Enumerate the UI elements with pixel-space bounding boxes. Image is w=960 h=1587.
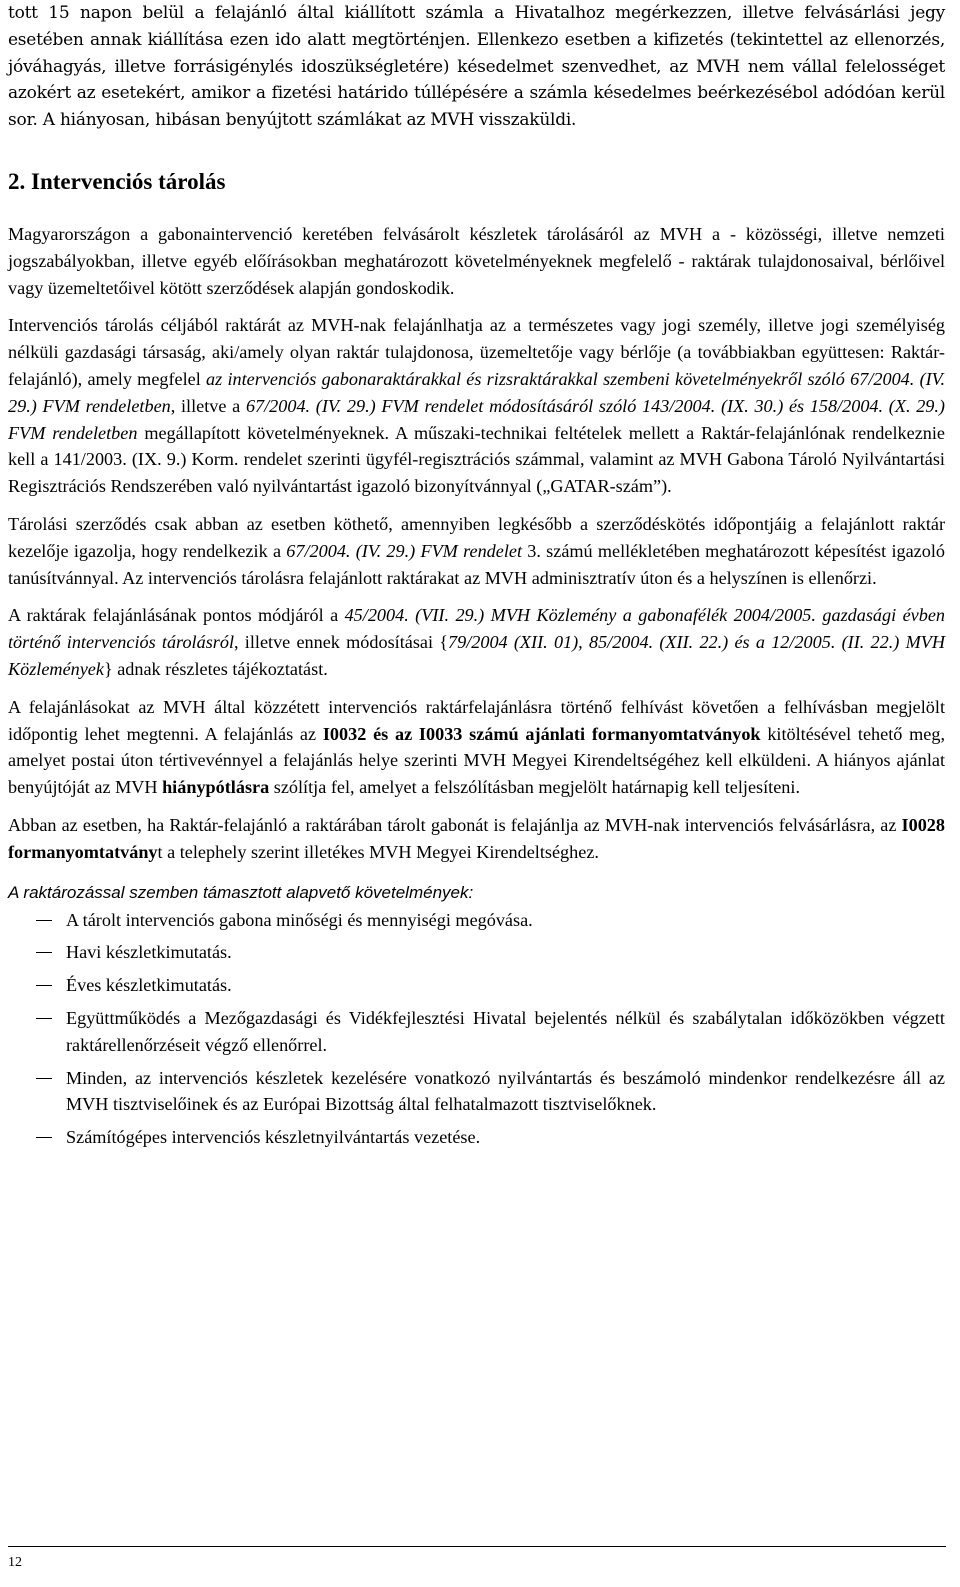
intro-paragraph: tott 15 napon belül a felajánló által kiállított számla a Hivatalhoz megérkezzen, illetve felvásárlási jegy esetében annak kiállítása ezen ido alatt megtörténjen. Ellenkezo esetben a kifizetés (tekintettel az ellenorzés, jóváhagyás, illetve forrásigénylés idoszükségletére) késedelmet szenvedhet, az MVH nem vállal felelosséget azokért az esetekért, amikor a fizetési határido túllépésére a számla késedelmes beérkezésébol adódóan kerül sor. A hiányosan, hibásan benyújtott számlákat az MVH visszaküldi. [8, 3, 945, 131]
text-span: , illetve a [170, 395, 246, 416]
text-span: kitöltésével tehető meg, amelyet postai úton tértivevénnyel a felajánlás helye szerinti MVH Megyei Kirendeltségéhez kell elküldeni. A hiányos ajánlat benyújtóját az MVH [8, 723, 945, 798]
dash-bullet-icon [36, 1018, 52, 1019]
requirements-list [8, 907, 945, 1151]
footer-divider [8, 1546, 946, 1547]
list-item-text: Számítógépes intervenciós készletnyilvántartás vezetése. [66, 1127, 481, 1148]
paragraph-offer-submission [8, 694, 945, 801]
text-span: t a telephely szerint illetékes MVH Megyei Kirendeltséghez. [157, 841, 599, 862]
paragraph-offer-method [8, 602, 945, 682]
text-span: Abban az esetben, ha Raktár-felajánló a raktárában tárolt gabonát is felajánlja az MVH-nak intervenciós felvásárlásra, az [8, 814, 902, 835]
regulation-reference: az intervenciós gabonaraktárakkal és rizsraktárakkal szembeni követelményekről szóló 67/2004. (IV. 29.) FVM rendeletben [8, 368, 945, 416]
announcement-reference: 45/2004. (VII. 29.) MVH Közlemény a gabonafélék 2004/2005. gazdasági évben történő intervenciós tárolásról [8, 605, 945, 653]
dash-bullet-icon [36, 985, 52, 986]
dash-bullet-icon [36, 1078, 52, 1079]
list-item [8, 972, 945, 999]
document-page [8, 0, 945, 1157]
deficiency-term: hiánypótlásra [162, 777, 270, 798]
form-reference: I0032 és az I0033 számú ajánlati formanyomtatványok [322, 723, 761, 744]
announcement-reference: 79/2004 (XII. 01), 85/2004. (XII. 22.) és a 12/2005. (II. 22.) MVH Közlemények [8, 632, 945, 679]
list-item-text: Éves készletkimutatás. [66, 975, 232, 996]
text-span: szólítja fel, amelyet a felszólításban megjelölt határnapig kell teljesíteni. [269, 777, 800, 798]
paragraph-eligibility [8, 312, 945, 500]
paragraph-contract [8, 511, 945, 591]
dash-bullet-icon [36, 952, 52, 953]
list-item-text: Havi készletkimutatás. [66, 942, 232, 963]
list-item [8, 907, 945, 934]
list-item [8, 1124, 945, 1151]
page-number: 12 [8, 1555, 22, 1570]
list-item [8, 1065, 945, 1119]
text-span: Tárolási szerződés csak abban az esetben köthető, amennyiben legkésőbb a szerződéskötés időpontjáig a felajánlott raktár kezelője igazolja, hogy rendelkezik a [8, 513, 945, 561]
dash-bullet-icon [36, 1137, 52, 1138]
list-item [8, 1005, 945, 1059]
regulation-reference: 67/2004. (IV. 29.) FVM rendelet [286, 540, 523, 561]
section-heading: 2. Intervenciós tárolás [8, 168, 226, 194]
text-span: A felajánlásokat az MVH által közzétett intervenciós raktárfelajánlásra történő felhívást követően a felhívásban megjelölt időpontig lehet megtenni. A felajánlás az [8, 696, 945, 744]
list-item-text: A tárolt intervenciós gabona minőségi és mennyiségi megóvása. [66, 909, 533, 930]
text-span: megállapított követelményeknek. A műszaki-technikai feltételek mellett a Raktár-felajánlónak rendelkeznie kell a 141/2003. (IX. 9.) Korm. rendelet szerinti ügyfél-regisztrációs számmal, valamint az MVH Gabona Tároló Nyilvántartási Regisztrációs Rendszerében való nyilvántartást igazoló bizonyítvánnyal („GATAR-szám”). [8, 422, 945, 497]
form-reference: I0028 formanyomtatvány [8, 814, 945, 862]
text-span: A raktárak felajánlásának pontos módjáról a [8, 605, 345, 626]
list-item [8, 939, 945, 966]
list-item-text: Együttműködés a Mezőgazdasági és Vidékfejlesztési Hivatal bejelentés nélkül és szabálytalan időközökben végzett raktárellenőrzéseit végző ellenőrrel. [66, 1007, 945, 1055]
dash-bullet-icon [36, 920, 52, 921]
regulation-reference: 67/2004. (IV. 29.) FVM rendelet módosításáról szóló 143/2004. (IX. 30.) és 158/2004. (X. 29.) FVM rendeletben [8, 395, 945, 443]
list-item-text: Minden, az intervenciós készletek kezelésére vonatkozó nyilvántartás és beszámoló mindenkor rendelkezésre áll az MVH tisztviselőinek és az Európai Bizottság által felhatalmazott tisztviselőknek. [66, 1067, 945, 1115]
requirements-heading: A raktározással szemben támasztott alapvető követelmények: [8, 882, 474, 902]
text-span: } adnak részletes tájékoztatást. [103, 658, 328, 679]
paragraph-storage-intro: Magyarországon a gabonaintervenció keretében felvásárolt készletek tárolásáról az MVH a - közösségi, illetve nemzeti jogszabályokban, illetve egyéb előírásokban meghatározott követelményeknek megfelelő - raktárak tulajdonosaival, bérlőivel vagy üzemeltetőivel kötött szerződések alapján gondoskodik. [8, 223, 945, 298]
text-span: Intervenciós tárolás céljából raktárát az MVH-nak felajánlhatja az a természetes vagy jogi személy, illetve jogi személyiség nélküli gazdasági társaság, aki/amely olyan raktár tulajdonosa, üzemeltetője vagy bérlője (a továbbiakban együttesen: Raktár-felajánló), amely megfelel [8, 315, 945, 389]
text-span: , illetve ennek módosításai { [234, 632, 449, 653]
paragraph-purchase-offer [8, 812, 945, 866]
text-span: 3. számú mellékletében meghatározott képesítést igazoló tanúsítvánnyal. Az intervenciós tárolásra felajánlott raktárakat az MVH adminisztratív úton és a helyszínen is ellenőrzi. [8, 540, 945, 588]
